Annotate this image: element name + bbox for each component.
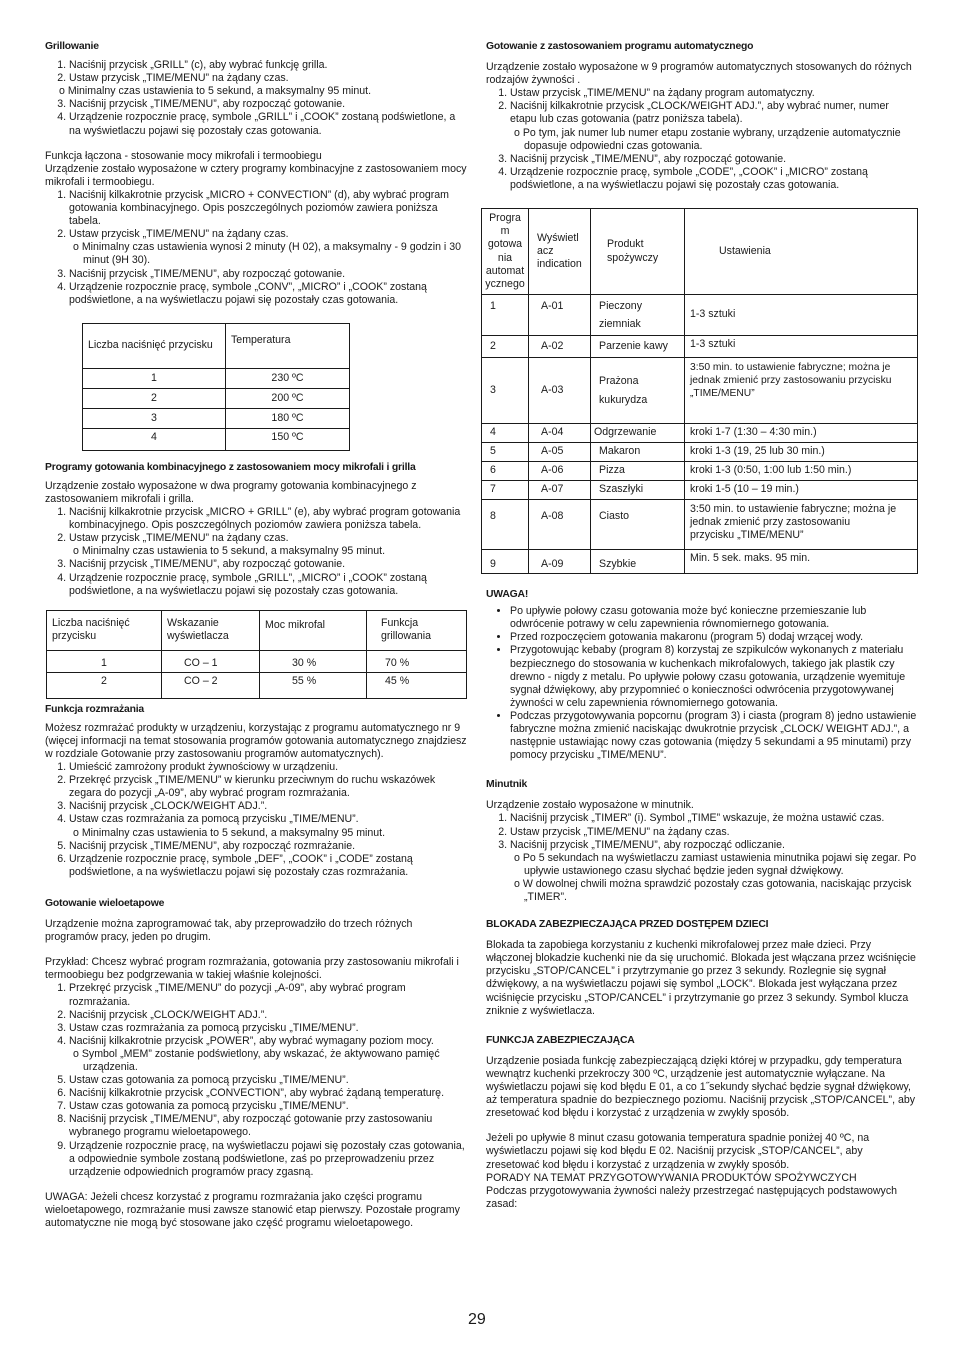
table-cell: Min. 5 sek. maks. 95 min. (685, 550, 918, 574)
left-column (45, 40, 467, 1230)
table-header: Produkt spożywczy (591, 209, 685, 295)
list-item-text: Naciśnij przycisk „TIME/MENU”, aby rozpocząć odliczanie. (510, 838, 785, 851)
list-item-text: Ustaw przycisk „TIME/MENU” na żądany czas. (69, 228, 289, 241)
combined-steps (45, 189, 467, 307)
section-title-child-lock: BLOKADA ZABEZPIECZAJĄCA PRZED DOSTĘPEM DZIECI (486, 919, 769, 931)
sub-item: o Po 5 sekundach na wyświetlaczu zamiast ustawienia minutnika pojawi się zegar. Po upływie ustawionego czasu słychać będzie jeden sygnał dźwiękowy. (514, 851, 917, 877)
list-item: 3. Naciśnij przycisk „CLOCK/WEIGHT ADJ.”. (69, 800, 467, 813)
list-item: 1. Naciśnij przycisk „TIMER” (i). Symbol „TIME” wskazuje, że można ustawić czas. (510, 812, 918, 825)
paragraph: Urządzenie posiada funkcję zabezpieczającą dzięki której w przypadku, gdy temperatura wewnątrz kuchenki przekroczy 300 ºC, urządzenie jest automatycznie wyłączane. Na wyświetlaczu pojawi się kod błędu E 01, a co 1˝sekundy słychać będzie sygnał dźwiękowy, aż temperatura spadnie do bezpiecznego poziomu. Naciśnij przycisk „STOP/CANCEL”, aby zresetować kod błędu i korzystać z urządzenia w zwykły sposób. (486, 1054, 916, 1120)
table-cell: 2 (83, 388, 226, 408)
paragraph: PORADY NA TEMAT PRZYGOTOWYWANIA PRODUKTÓW SPOŻYWCZYCH (486, 1171, 857, 1184)
table-cell: 1 (47, 650, 162, 672)
table-cell: A-03 (529, 358, 591, 424)
table-cell: 45 % (367, 672, 467, 698)
table-cell: CO – 1 (162, 650, 260, 672)
table-cell: kroki 1-7 (1:30 – 4:30 min.) (685, 424, 918, 443)
table-header: Liczba naciśnięć przycisku (47, 610, 162, 650)
list-item (510, 839, 918, 904)
micro-grill-steps (45, 506, 467, 598)
grilling-steps (45, 59, 467, 138)
table-cell: 3:50 min. to ustawienie fabryczne; można je jednak zmienić przy zastosowaniu przycisku „TIME/MENU” (685, 358, 918, 424)
paragraph: Urządzenie zostało wyposażone w dwa programy gotowania kombinacyjnego z zastosowaniem mikrofali i grilla. (45, 479, 417, 505)
table-cell: 6 (482, 462, 529, 481)
paragraph: Blokada ta zapobiega korzystaniu z kuchenki mikrofalowej przez małe dzieci. Przy włączonej blokadzie kuchenki nie da się uruchomić. Blokada jest włączana przez wciśnięcie przycisku „STOP/CANCEL” i przytrzymanie go przez 3 sekundy. Rozlegnie się sygnał dźwiękowy, a na wyświetlaczu pojawi się symbol „LOCK”. Blokada jest wyłączana przez wciśnięcie przycisku „STOP/CANCEL” i przytrzymanie go przez 3 sekundy. Symbol klucza zniknie z wyświetlacza. (486, 939, 916, 1017)
table-header: Progra m gotowa nia automat ycznego (482, 209, 529, 295)
page-number: 29 (468, 1311, 486, 1328)
table-cell: 8 (482, 500, 529, 550)
list-item: 3. Naciśnij przycisk „TIME/MENU”, aby rozpocząć gotowanie. (69, 558, 467, 571)
table-cell: Pizza (591, 462, 685, 481)
table-cell: kroki 1-3 (0:50, 1:00 lub 1:50 min.) (685, 462, 918, 481)
table-cell: 150 ºC (226, 428, 350, 450)
table-cell: Szaszłyki (591, 481, 685, 500)
table-cell: kroki 1-3 (19, 25 lub 30 min.) (685, 443, 918, 462)
table-header: Moc mikrofal (260, 610, 367, 650)
multistage-steps (45, 982, 467, 1178)
sub-item: o Minimalny czas ustawienia to 5 sekund, a maksymalny 95 minut. (73, 826, 386, 839)
paragraph: Urządzenie zostało wyposażone w 9 programów automatycznych stosowanych do różnych rodzajów żywności . (486, 61, 912, 87)
list-item: 3. Ustaw czas rozmrażania za pomocą przycisku „TIME/MENU”. (69, 1022, 467, 1035)
section-title-notes: UWAGA! (486, 589, 529, 601)
list-item: 1. Naciśnij kilkakrotnie przycisk „MICRO + CONVECTION” (d), aby wybrać program gotowania kombinacyjnego. Opis poszczególnych poziomów zawiera poniższa tabela. (69, 189, 467, 228)
section-title-auto-programs: Gotowanie z zastosowaniem programu automatycznego (486, 41, 754, 52)
table-cell: A-04 (529, 424, 591, 443)
list-item: • Podczas przygotowywania popcornu (program 3) i ciasta (program 8) jedno ustawienie fabryczne można zmienić naciskając dwukrotnie przycisk „CLOCK/ WEIGHT ADJ.”, a następnie ustawiając nowy czas gotowania (między 5 sekundami a 95 minutami) przy pomocy przycisku „TIME/MENU”. (510, 710, 918, 762)
table-cell: 1-3 sztuki (685, 295, 918, 336)
list-item: 3. Naciśnij przycisk „TIME/MENU”, aby rozpocząć gotowanie. (69, 268, 467, 281)
sub-item: o Minimalny czas ustawienia wynosi 2 minuty (H 02), a maksymalny - 9 godzin i 30 minut (9H 30). (73, 241, 462, 267)
table-cell: 3 (482, 358, 529, 424)
section-title-combined: Funkcja łączona - stosowanie mocy mikrofali i termoobiegu (45, 149, 322, 162)
table-cell: CO – 2 (162, 672, 260, 698)
list-item (59, 72, 467, 98)
list-item: • Przed rozpoczęciem gotowania makaronu (program 5) dodaj wrzącej wody. (510, 631, 918, 644)
paragraph: Urządzenie można zaprogramować tak, aby przeprowadziło do trzech różnych programów pracy, jeden po drugim. (45, 918, 413, 944)
section-title-safety: FUNKCJA ZABEZPIECZAJĄCA (486, 1034, 635, 1046)
table-cell: 9 (482, 550, 529, 574)
sub-item: o Po tym, jak numer lub numer etapu zostanie wybrany, urządzenie automatycznie dopasuje odpowiedni czas gotowania. (514, 126, 901, 152)
auto-program-table (481, 208, 918, 574)
table-cell: 5 (482, 443, 529, 462)
table-header: Ustawienia (685, 209, 918, 295)
paragraph: Przykład: Chcesz wybrać program rozmrażania, gotowania przy zastosowaniu mikrofali i termoobiegu bez podgrzewania w takiej właśnie kolejności. (45, 956, 459, 982)
list-item-text: Naciśnij kilkakrotnie przycisk „POWER”, aby wybrać wymagany poziom mocy. (69, 1034, 434, 1047)
list-item: 5. Ustaw czas gotowania za pomocą przycisku „TIME/MENU”. (69, 1074, 467, 1087)
list-item: 4. Urządzenie rozpocznie pracę, symbole „CODE”, „COOK” i „MICRO” zostaną podświetlone, a na wyświetlaczu pojawi się pozostały czas gotowania. (510, 166, 918, 192)
list-item: 3. Naciśnij przycisk „TIME/MENU”, aby rozpocząć gotowanie. (510, 153, 918, 166)
convection-table (82, 323, 350, 451)
list-item-text: Ustaw przycisk „TIME/MENU” na żądany czas. (69, 532, 289, 545)
list-item: 1. Naciśnij kilkakrotnie przycisk „MICRO + GRILL” (e), aby wybrać program gotowania kombinacyjnego. Opis poszczególnych poziomów zawiera poniższa tabela. (69, 506, 467, 532)
table-cell: Makaron (591, 443, 685, 462)
paragraph: Urządzenie zostało wyposażone w cztery programy kombinacyjne z zastosowaniem mocy mikrofali i termoobiegu. (45, 162, 467, 188)
table-cell: Ciasto (591, 500, 685, 550)
table-cell: 3:50 min. to ustawienie fabryczne; można je jednak zmienić przy zastosowaniu przycisku „TIME/MENU” (685, 500, 918, 550)
list-item: 7. Ustaw czas gotowania za pomocą przycisku „TIME/MENU”. (69, 1100, 467, 1113)
list-item: 2. Naciśnij przycisk „CLOCK/WEIGHT ADJ.”. (69, 1009, 467, 1022)
list-item: 6. Urządzenie rozpocznie pracę, symbole „DEF”, „COOK” i „CODE” zostaną podświetlone, a na wyświetlaczu pojawi się pozostały czas rozmrażania. (69, 853, 467, 879)
list-item (69, 813, 467, 839)
list-item: • Po upływie połowy czasu gotowania może być konieczne przemieszanie lub odwrócenie potrawy w celu zapewnienia równomiernego gotowania. (510, 605, 918, 631)
table-header: Wskazanie wyświetlacza (162, 610, 260, 650)
auto-program-steps (486, 87, 918, 192)
table-header: Temperatura (226, 323, 350, 368)
paragraph: Podczas przygotowywania żywności należy przestrzegać następujących podstawowych zasad: (486, 1184, 898, 1210)
table-cell: 1-3 sztuki (685, 336, 918, 358)
table-cell: A-07 (529, 481, 591, 500)
table-cell: 4 (482, 424, 529, 443)
section-title-timer: Minutnik (486, 779, 528, 791)
sub-item: o W dowolnej chwili można sprawdzić pozostały czas gotowania, naciskając przycisk „TIMER”. (514, 877, 912, 903)
table-cell: Szybkie (591, 550, 685, 574)
table-cell: Pieczony ziemniak (591, 295, 685, 336)
table-cell: 4 (83, 428, 226, 450)
table-cell: 70 % (367, 650, 467, 672)
list-item: • Przygotowując kebaby (program 8) korzystaj ze szpikulców wykonanych z materiału bezpiecznego do stosowania w kuchenkach mikrofalowych, takiego jak plastik czy drewno - nigdy z metalu. Po upływie połowy czasu gotowania, urządzenie wyemituje sygnał dźwiękowy, aby przypomnieć o konieczności odwrócenia przygotowywanej żywności w celu zapewnienia równomiernego gotowania. (510, 644, 918, 709)
list-item: 2. Ustaw przycisk „TIME/MENU” na żądany czas. (510, 826, 918, 839)
table-cell: 230 ºC (226, 368, 350, 388)
table-cell: A-05 (529, 443, 591, 462)
table-cell: A-08 (529, 500, 591, 550)
table-cell: 55 % (260, 672, 367, 698)
table-cell: A-06 (529, 462, 591, 481)
table-cell: 1 (83, 368, 226, 388)
table-cell: 1 (482, 295, 529, 336)
list-item (510, 100, 918, 152)
table-cell: Odgrzewanie (591, 424, 685, 443)
list-item: 1. Umieścić zamrożony produkt żywnościowy w urządzeniu. (69, 761, 467, 774)
table-header: Funkcja grillowania (367, 610, 467, 650)
table-cell: A-02 (529, 336, 591, 358)
paragraph: Urządzenie zostało wyposażone w minutnik. (486, 799, 694, 812)
list-item (69, 532, 467, 558)
section-title-micro-grill: Programy gotowania kombinacyjnego z zastosowaniem mocy mikrofali i grilla (45, 461, 416, 473)
list-item: 6. Naciśnij kilkakrotnie przycisk „CONVECTION”, aby wybrać żądaną temperaturę. (69, 1087, 467, 1100)
table-cell: 2 (47, 672, 162, 698)
table-cell: A-01 (529, 295, 591, 336)
list-item (69, 228, 467, 267)
note: UWAGA: Jeżeli chcesz korzystać z programu rozmrażania jako części programu wieloetapowego, rozmrażanie musi zawsze stanowić etap pierwszy. Pozostałe programy automatyczne nie mogą być stosowane jako część programu wieloetapowego. (45, 1190, 460, 1229)
list-item: 3. Naciśnij przycisk „TIME/MENU”, aby rozpocząć gotowanie. (69, 98, 467, 111)
paragraph: Jeżeli po upływie 8 minut czasu gotowania temperatura spadnie poniżej 40 ºC, na wyświetlaczu pojawi się kod błędu E 02. Naciśnij przycisk „STOP/CANCEL”, aby zresetować kod błędu i korzystać z urządzenia w zwykły sposób. (486, 1132, 870, 1171)
notes-list (486, 605, 918, 762)
table-cell: 7 (482, 481, 529, 500)
table-cell: Parzenie kawy (591, 336, 685, 358)
list-item (69, 1035, 467, 1074)
list-item-text: Ustaw przycisk „TIME/MENU” na żądany czas. (69, 72, 289, 85)
table-cell: 200 ºC (226, 388, 350, 408)
list-item: 5. Naciśnij przycisk „TIME/MENU”, aby rozpocząć rozmrażanie. (69, 840, 467, 853)
defrost-steps (45, 761, 467, 879)
table-cell: 30 % (260, 650, 367, 672)
table-header: Wyświetl acz indication (529, 209, 591, 295)
list-item: 1. Ustaw przycisk „TIME/MENU” na żądany program automatyczny. (510, 87, 918, 100)
sub-item: o Minimalny czas ustawienia to 5 sekund, a maksymalny 95 minut. (59, 85, 372, 98)
table-cell: A-09 (529, 550, 591, 574)
list-item-text: Ustaw czas rozmrażania za pomocą przycisku „TIME/MENU”. (69, 813, 359, 826)
micro-grill-table (46, 610, 467, 699)
table-cell: Prażona kukurydza (591, 358, 685, 424)
timer-steps (486, 812, 918, 904)
section-title-grilling: Grillowanie (45, 41, 99, 52)
list-item: 4. Urządzenie rozpocznie pracę, symbole „CONV”, „MICRO” i „COOK” zostaną podświetlone, a na wyświetlaczu pojawi się pozostały czas gotowania. (69, 281, 467, 307)
sub-item: o Symbol „MEM” zostanie podświetlony, aby wskazać, że aktywowano pamięć urządzenia. (73, 1047, 440, 1073)
list-item: 9. Urządzenie rozpocznie pracę, na wyświetlaczu pojawi się pozostały czas gotowania, a odpowiednie symbole zostaną podświetlone, zaś po przeprowadzeniu przez urządzenie odpowiednich programów pracy zgasną. (69, 1140, 467, 1179)
sub-item: o Minimalny czas ustawienia to 5 sekund, a maksymalny 95 minut. (73, 545, 386, 558)
table-cell: kroki 1-5 (10 – 19 min.) (685, 481, 918, 500)
right-column (486, 40, 918, 1211)
section-title-multistage: Gotowanie wieloetapowe (45, 897, 165, 909)
list-item: 4. Urządzenie rozpocznie pracę, symbole „GRILL”, „MICRO” i „COOK” zostaną podświetlone, a na wyświetlaczu pojawi się pozostały czas gotowania. (69, 572, 467, 598)
table-cell: 2 (482, 336, 529, 358)
list-item-text: Naciśnij kilkakrotnie przycisk „CLOCK/WEIGHT ADJ.”, aby wybrać numer, numer etapu lub czas gotowania (patrz poniższa tabela). (510, 100, 889, 126)
list-item: 4. Urządzenie rozpocznie pracę, symbole „GRILL” i „COOK” zostaną podświetlone, a na wyświetlaczu pojawi się pozostały czas gotowania. (69, 111, 467, 137)
table-cell: 180 ºC (226, 408, 350, 428)
list-item: 1. Przekręć przycisk „TIME/MENU” do pozycji „A-09”, aby wybrać program rozmrażania. (69, 982, 467, 1008)
list-item: 1. Naciśnij przycisk „GRILL” (c), aby wybrać funkcję grilla. (69, 59, 467, 72)
list-item: 2. Przekręć przycisk „TIME/MENU” w kierunku przeciwnym do ruchu wskazówek zegara do pozycji „A-09”, aby wybrać program rozmrażania. (69, 774, 467, 800)
table-cell: 3 (83, 408, 226, 428)
paragraph: Możesz rozmrażać produkty w urządzeniu, korzystając z programu automatycznego nr 9 (więcej informacji na temat stosowania programów gotowania automatycznego znajdziesz w rozdziale Gotowanie przy zastosowaniu programów automatycznych). (45, 721, 467, 760)
list-item: 8. Naciśnij przycisk „TIME/MENU”, aby rozpocząć gotowanie przy zastosowaniu wybranego programu wieloetapowego. (69, 1113, 467, 1139)
table-header: Liczba naciśnięć przycisku (83, 323, 226, 368)
section-title-defrost: Funkcja rozmrażania (45, 703, 144, 715)
